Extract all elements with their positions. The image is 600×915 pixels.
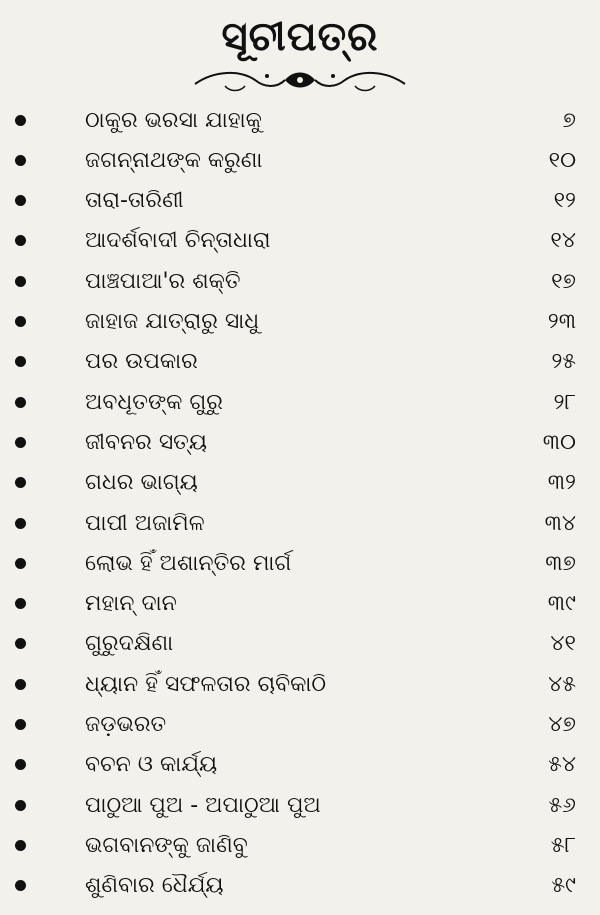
toc-entry-page: ୩୪ [544,510,576,536]
toc-entry [0,866,600,906]
bullet-icon [15,759,26,770]
toc-entry-title: ଜଡ଼ଭରତ [85,712,167,737]
bullet-icon [15,518,26,529]
toc-entry-title: ତାରା-ତାରିଣୀ [85,188,184,214]
toc-entry-title: ଜାହାଜ ଯାତ୍ରାରୁ ସାଧୁ [85,309,260,334]
toc-entry-page: ୧୦ [548,147,576,173]
toc-entry-title: ପାଞ୍ଚପାଆ'ର ଶକ୍ତି [85,268,241,294]
toc-entry [0,302,600,342]
bullet-icon [15,195,26,206]
bullet-icon [15,397,26,408]
toc-entry-page: ୧୭ [551,268,576,294]
toc-entry-title: ମହାନ୍ ଦାନ [85,591,177,617]
toc-entry-page: ୫୮ [550,832,576,858]
toc-entry-title: ଧ୍ୟାନ ହିଁ ସଫଳତାର ଚାବିକାଠି [85,671,327,697]
toc-entry [0,664,600,704]
toc-entry-page: ୧୨ [553,188,576,214]
bullet-icon [15,679,26,690]
toc-entry-page: ୪୭ [548,712,576,737]
toc-entry-page: ୨୮ [553,389,576,415]
bullet-icon [15,316,26,327]
toc-entry-title: ଜଗନ୍ନାଥଙ୍କ କରୁଣା [85,147,263,173]
toc-entry-page: ୪୧ [550,631,576,657]
bullet-icon [15,719,26,730]
toc-entry-title: ଗୁରୁଦକ୍ଷିଣା [85,631,174,657]
toc-entry [0,261,600,301]
toc-entry-page: ୨୫ [551,349,576,375]
toc-entry-page: ୩୨ [547,470,576,496]
toc-entry-title: ଆଦର୍ଶବାଦୀ ଚିନ୍ତାଧାରା [85,228,271,254]
toc-entry [0,100,600,140]
bullet-icon [15,558,26,569]
toc-entry-page: ୪୫ [548,671,576,697]
bullet-icon [15,880,26,891]
toc-entry [0,624,600,664]
toc-entry [0,543,600,583]
toc-entry-title: ଭଗବାନଙ୍କୁ ଜାଣିବୁ [85,832,248,858]
toc-entry-title: ଲୋଭ ହିଁ ଅଶାନ୍ତିର ମାର୍ଗ [85,550,292,576]
bullet-icon [15,800,26,811]
toc-entry [0,221,600,261]
bullet-icon [15,115,26,126]
toc-entry [0,140,600,180]
decorative-flourish-icon [185,62,415,98]
toc-entry-page: ୩୭ [545,550,576,576]
toc-entry [0,181,600,221]
toc-entry-page: ୫୪ [548,752,576,778]
bullet-icon [15,356,26,367]
toc-entry [0,584,600,624]
toc-entry-page: ୧୪ [550,228,576,254]
toc-entry-page: ୩୯ [547,591,576,617]
toc-entry-title: ଜୀବନର ସତ୍ୟ [85,429,208,455]
bullet-icon [15,155,26,166]
bullet-icon [15,276,26,287]
bullet-icon [15,840,26,851]
toc-entry-title: ଗଧର ଭାଗ୍ୟ [85,470,198,496]
toc-entry-page: ୫୬ [548,792,576,818]
toc-entry-title: ଅବଧୂତଙ୍କ ଗୁରୁ [85,389,223,415]
toc-entry [0,825,600,865]
toc-entry-title: ପର ଉପକାର [85,349,198,375]
bullet-icon [15,235,26,246]
toc-entry [0,463,600,503]
toc-entry-title: ପାଠୁଆ ପୁଅ - ଅପାଠୁଆ ପୁଅ [85,792,321,818]
toc-entry [0,745,600,785]
toc-entry-page: ୨୩ [547,309,576,334]
toc-entry [0,382,600,422]
toc-entry-title: ଶୁଣିବାର ଧୈର୍ଯ୍ୟ [85,873,224,899]
toc-entry-title: ବଚନ ଓ କାର୍ଯ୍ୟ [85,752,218,778]
page-title: ସୂଚୀପତ୍ର [221,14,379,60]
toc-entry-page: ୩୦ [542,429,576,455]
bullet-icon [15,437,26,448]
toc-entry [0,705,600,745]
bullet-icon [15,477,26,488]
toc-entry-page: ୭ [562,107,576,133]
toc-entry [0,785,600,825]
toc-entry [0,342,600,382]
toc-entry-page: ୫୯ [551,873,576,899]
toc-entry-title: ଠାକୁର ଭରସା ଯାହାକୁ [85,107,262,133]
bullet-icon [15,598,26,609]
bullet-icon [15,638,26,649]
toc-entry-title: ପାପୀ ଅଜାମିଳ [85,510,205,536]
toc-entry [0,503,600,543]
toc-entry [0,422,600,462]
